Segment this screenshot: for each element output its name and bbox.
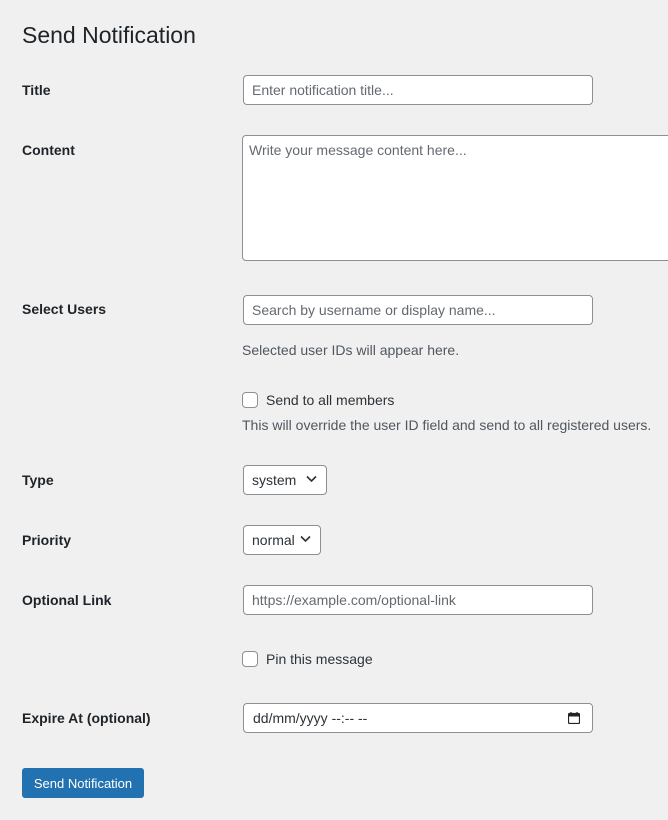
pin-label: Pin this message xyxy=(266,651,373,667)
content-textarea[interactable] xyxy=(242,135,668,261)
optional-link-input[interactable] xyxy=(243,585,593,615)
expire-label: Expire At (optional) xyxy=(22,710,151,726)
chevron-down-icon xyxy=(306,475,317,483)
priority-label: Priority xyxy=(22,532,72,548)
title-input[interactable] xyxy=(243,75,593,105)
send-all-row[interactable] xyxy=(242,392,394,408)
priority-select[interactable] xyxy=(243,525,321,555)
expire-datetime-input[interactable] xyxy=(243,703,593,733)
priority-selected-value: normal xyxy=(252,532,295,548)
optional-link-label: Optional Link xyxy=(22,592,112,608)
expire-datetime-value: dd/mm/yyyy --:-- -- xyxy=(253,710,368,726)
chevron-down-icon xyxy=(300,535,311,543)
page-title: Send Notification xyxy=(22,22,196,48)
user-search-input[interactable] xyxy=(243,295,593,325)
type-selected-value: system xyxy=(252,472,297,488)
type-label: Type xyxy=(22,472,54,488)
calendar-icon[interactable] xyxy=(568,712,580,724)
select-users-label: Select Users xyxy=(22,301,107,317)
send-all-label: Send to all members xyxy=(266,392,395,408)
pin-row[interactable] xyxy=(242,651,373,667)
content-label: Content xyxy=(22,142,75,158)
send-notification-button[interactable]: Send Notification xyxy=(22,768,144,798)
pin-checkbox[interactable] xyxy=(242,651,258,667)
selected-users-help: Selected user IDs will appear here. xyxy=(242,342,460,358)
type-select[interactable] xyxy=(243,465,327,495)
send-all-help: This will override the user ID field and send to all registered users. xyxy=(242,417,652,433)
send-all-checkbox[interactable] xyxy=(242,392,258,408)
title-label: Title xyxy=(22,82,51,98)
